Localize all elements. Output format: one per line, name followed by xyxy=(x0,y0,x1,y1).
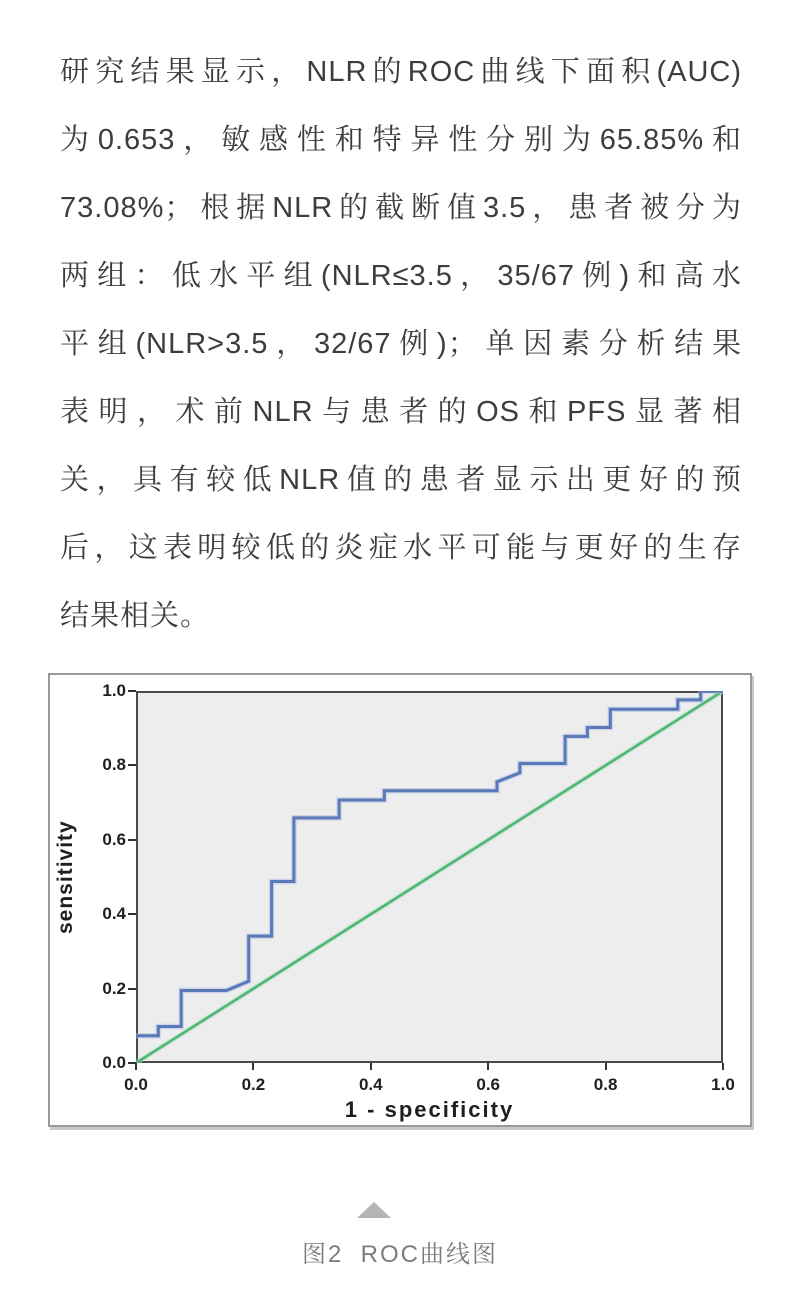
roc-curve-halo xyxy=(136,691,723,1036)
paragraph-line: 研究结果显示，NLR的ROC曲线下面积(AUC) xyxy=(60,56,742,88)
y-tick-label: 0.0 xyxy=(102,1053,126,1072)
y-tick-mark xyxy=(128,1062,136,1064)
reference-diagonal-line xyxy=(136,691,723,1063)
x-tick-mark xyxy=(370,1063,372,1070)
x-tick-mark xyxy=(252,1063,254,1070)
figure-caption: 图2 ROC曲线图 xyxy=(301,1241,498,1268)
x-axis-title: 1 - specificity xyxy=(344,1097,515,1122)
roc-plot-svg xyxy=(136,691,723,1063)
y-tick-label: 0.2 xyxy=(102,978,126,998)
paragraph-line: 结果相关。 xyxy=(60,600,211,632)
x-tick-label: 0.4 xyxy=(358,1075,383,1094)
paragraph-line: 平组(NLR>3.5，32/67例)；单因素分析结果 xyxy=(60,328,742,360)
x-tick-mark xyxy=(135,1063,137,1070)
x-tick-mark xyxy=(722,1063,724,1070)
y-tick-label: 0.6 xyxy=(102,829,126,849)
y-tick-mark xyxy=(128,690,136,692)
y-tick-mark xyxy=(128,764,136,766)
paragraph-line: 两组：低水平组(NLR≤3.5，35/67例)和高水 xyxy=(60,260,742,292)
y-tick-label: 0.8 xyxy=(102,755,126,775)
x-tick-label: 0.2 xyxy=(241,1075,266,1094)
x-tick-mark xyxy=(605,1063,607,1070)
x-tick-label: 0.8 xyxy=(593,1075,618,1094)
y-tick-label: 0.4 xyxy=(102,904,126,924)
y-tick-mark xyxy=(128,988,136,990)
paragraph-line: 表明，术前NLR与患者的OS和PFS显著相 xyxy=(60,396,742,428)
y-axis-title: sensitivity xyxy=(54,820,77,934)
y-tick-label: 1.0 xyxy=(102,681,126,700)
x-tick-label: 1.0 xyxy=(711,1075,735,1094)
paragraph-line: 73.08%；根据NLR的截断值3.5，患者被分为 xyxy=(60,192,742,224)
paragraph-line: 关，具有较低NLR值的患者显示出更好的预 xyxy=(60,464,742,496)
x-tick-label: 0.6 xyxy=(476,1075,500,1094)
collapse-triangle-icon[interactable] xyxy=(357,1202,391,1218)
roc-curve-line xyxy=(136,691,723,1036)
y-tick-mark xyxy=(128,913,136,915)
roc-figure xyxy=(48,673,752,1127)
body-text xyxy=(60,38,742,650)
x-tick-mark xyxy=(487,1063,489,1070)
x-tick-label: 0.0 xyxy=(124,1075,148,1094)
plot-area xyxy=(136,691,723,1063)
paragraph-line: 为0.653，敏感性和特异性分别为65.85%和 xyxy=(60,124,742,156)
paragraph-line: 后，这表明较低的炎症水平可能与更好的生存 xyxy=(60,532,742,564)
y-tick-mark xyxy=(128,839,136,841)
